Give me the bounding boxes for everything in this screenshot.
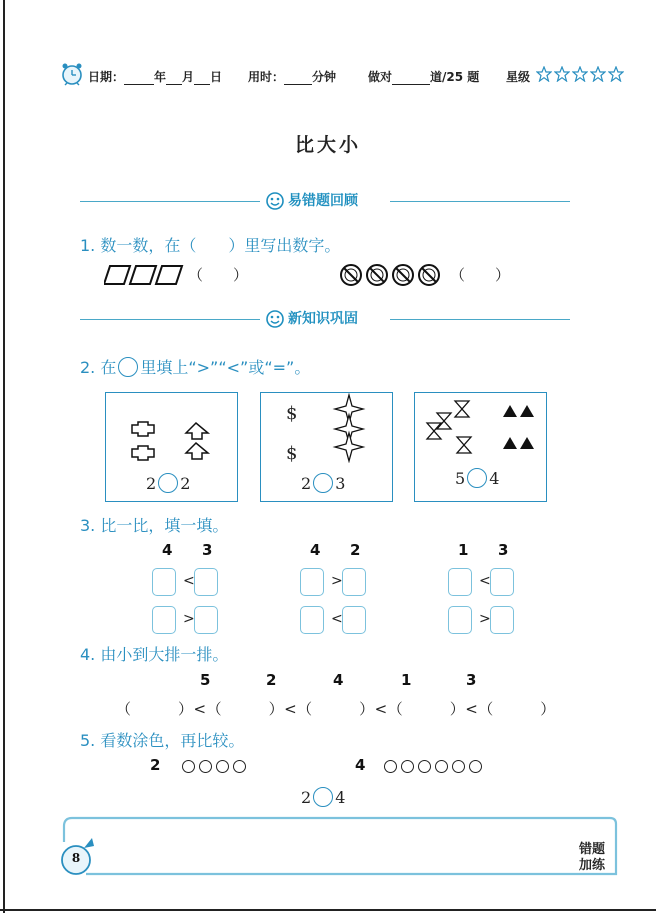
star-icon[interactable]	[554, 66, 570, 82]
answer-box[interactable]	[342, 606, 366, 634]
color-circle[interactable]	[233, 760, 246, 773]
comparison-sign: >	[331, 573, 343, 589]
comparison-sign: <	[479, 573, 491, 589]
color-circles-left[interactable]	[182, 758, 250, 777]
sort-number: 3	[466, 671, 477, 689]
question-2-text: 2. 在 里填上“>”“<”或“=”。	[80, 358, 311, 377]
section-header-new-knowledge: 新知识巩固	[80, 308, 570, 332]
answer-box[interactable]	[490, 606, 514, 634]
correct-count-field[interactable]: 做对 道/25 题	[368, 70, 480, 84]
answer-blank-1b[interactable]: （ ）	[450, 266, 511, 284]
answer-box[interactable]	[152, 606, 176, 634]
header-bar	[60, 60, 630, 90]
question-4-text: 4. 由小到大排一排。	[80, 645, 229, 664]
q3-number: 4	[310, 541, 321, 559]
parallelogram-shapes	[104, 264, 184, 286]
color-circle[interactable]	[469, 760, 482, 773]
footer-banner	[58, 812, 620, 880]
color-circle[interactable]	[182, 760, 195, 773]
q3-number: 1	[458, 541, 469, 559]
answer-box[interactable]	[448, 568, 472, 596]
answer-circle-2c[interactable]	[467, 468, 487, 488]
color-circle[interactable]	[216, 760, 229, 773]
star-rating-label: 星级	[506, 70, 531, 84]
color-count-number-left: 2	[150, 756, 161, 774]
answer-box[interactable]	[194, 568, 218, 596]
answer-box[interactable]	[152, 568, 176, 596]
sort-number: 1	[401, 671, 412, 689]
compare-box-2	[260, 392, 393, 502]
q3-number: 4	[162, 541, 173, 559]
q3-number: 3	[498, 541, 509, 559]
answer-box[interactable]	[194, 606, 218, 634]
smiley-icon	[265, 191, 285, 211]
compare-box-1	[105, 392, 238, 502]
smiley-icon	[265, 309, 285, 329]
color-circle[interactable]	[199, 760, 212, 773]
page-number: 8	[71, 851, 81, 865]
page-title: 比大小	[294, 134, 361, 156]
page-frame-bottom	[0, 909, 656, 911]
compare-expression-3: 5 4	[455, 469, 500, 488]
question-1-text: 1. 数一数，在（ ）里写出数字。	[80, 236, 341, 255]
time-field[interactable]: 用时： 分钟	[248, 70, 337, 84]
comparison-sign: >	[183, 611, 195, 627]
star-icon[interactable]	[572, 66, 588, 82]
q3-number: 2	[350, 541, 361, 559]
dollar-sign: $	[286, 443, 298, 464]
answer-circle-5[interactable]	[313, 787, 333, 807]
dollar-sign: $	[286, 403, 298, 424]
answer-box[interactable]	[300, 568, 324, 596]
question-5-text: 5. 看数涂色，再比较。	[80, 731, 245, 750]
color-circles-right[interactable]	[384, 758, 486, 777]
comparison-sign: <	[331, 611, 343, 627]
star-icon[interactable]	[536, 66, 552, 82]
date-field[interactable]: 日期： 年 月 日	[88, 70, 223, 84]
alarm-clock-icon	[60, 62, 84, 86]
ordering-answer-row[interactable]: （ ）<（ ）<（ ）<（ ）<（ ）	[116, 700, 556, 718]
compare-expression-5: 2 4	[301, 788, 346, 807]
hourglass-and-triangle-shapes	[423, 399, 543, 461]
compare-box-3	[414, 392, 547, 502]
star-icon[interactable]	[608, 66, 624, 82]
compare-expression-1: 2 2	[146, 474, 191, 493]
star-icon[interactable]	[590, 66, 606, 82]
sort-number: 5	[200, 671, 211, 689]
sort-number: 4	[333, 671, 344, 689]
comparison-sign: >	[479, 611, 491, 627]
no-symbol-icons	[338, 262, 444, 288]
question-3-text: 3. 比一比，填一填。	[80, 516, 229, 535]
color-circle[interactable]	[384, 760, 397, 773]
q3-number: 3	[202, 541, 213, 559]
answer-box[interactable]	[342, 568, 366, 596]
answer-box[interactable]	[300, 606, 324, 634]
answer-box[interactable]	[448, 606, 472, 634]
answer-blank-1a[interactable]: （ ）	[188, 266, 249, 284]
sort-number: 2	[266, 671, 277, 689]
connector-shapes	[128, 419, 218, 467]
extra-practice-tag: 错题 加练	[578, 842, 605, 873]
answer-circle-2b[interactable]	[313, 473, 333, 493]
color-circle[interactable]	[418, 760, 431, 773]
answer-box[interactable]	[490, 568, 514, 596]
comparison-sign: <	[183, 573, 195, 589]
color-circle[interactable]	[452, 760, 465, 773]
section-header-review: 易错题回顾	[80, 190, 570, 214]
color-circle[interactable]	[401, 760, 414, 773]
color-count-number-right: 4	[355, 756, 366, 774]
star-rating[interactable]	[536, 66, 626, 85]
color-circle[interactable]	[435, 760, 448, 773]
answer-circle-2a[interactable]	[158, 473, 178, 493]
four-point-star-shapes	[331, 393, 367, 463]
compare-expression-2: 2 3	[301, 474, 346, 493]
